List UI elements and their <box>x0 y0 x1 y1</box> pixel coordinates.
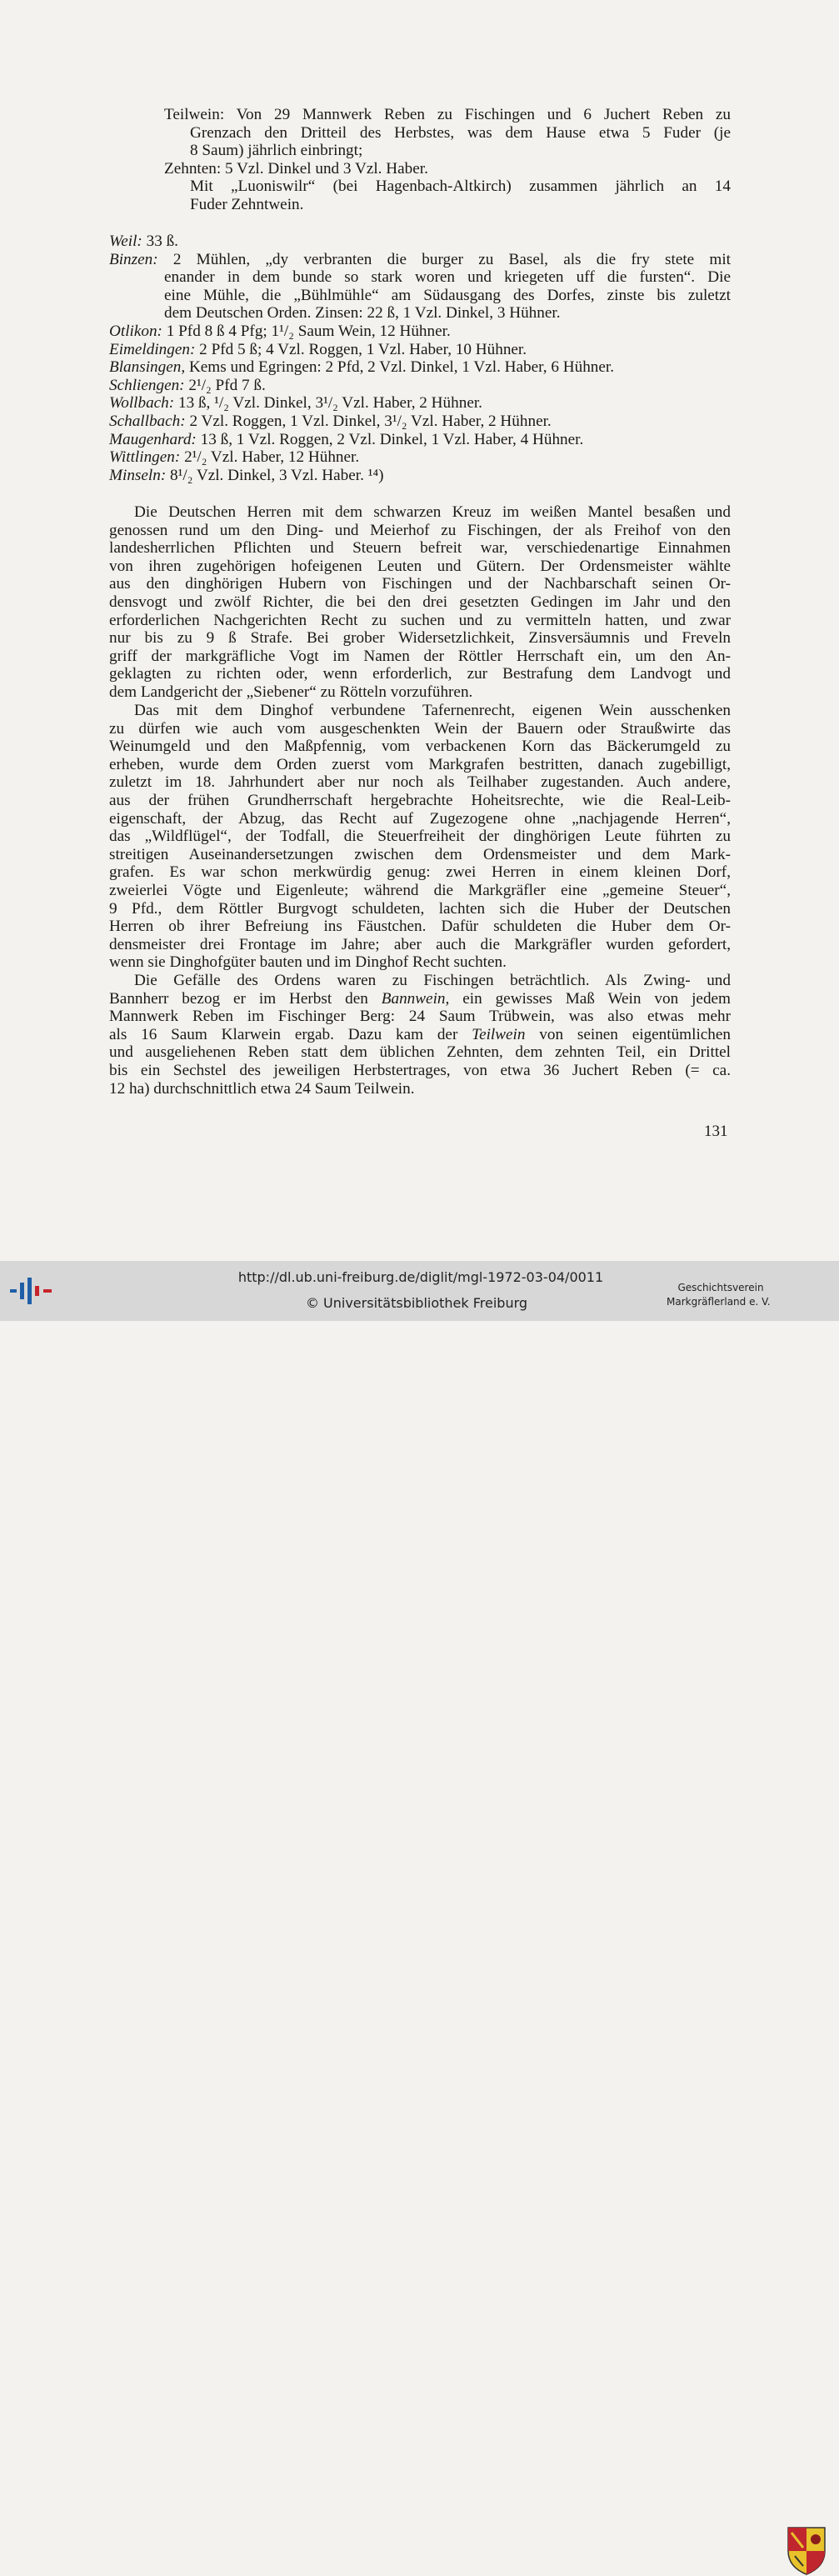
list-item <box>109 467 731 485</box>
list-item <box>109 268 731 287</box>
ub-freiburg-logo-icon <box>10 1278 53 1304</box>
text-line: das „Wildflügel“, der Todfall, die Steuerfreiheit der dinghörigen Leute führten zu <box>109 828 731 846</box>
place-text: dem Deutschen Orden. Zinsen: 22 ß, 1 Vzl. Dinkel, 3 Hühner. <box>164 304 561 323</box>
text-line: zweierlei Vögte und Eigenleute; während die Markgräfler eine „gemeine Steuer“, <box>109 881 731 899</box>
list-item <box>109 304 731 323</box>
text-line: Herren ob ihrer Befreiung ins Fäustchen. Dafür schuldeten die Huber dem Or- <box>109 918 731 936</box>
place-text: 13 ß, ¹/₂ Vzl. Dinkel, 3¹/₂ Vzl. Haber, 2 Hühner. <box>174 394 482 413</box>
society-name <box>667 1281 775 1309</box>
list-item <box>109 377 731 395</box>
text-line <box>109 990 731 1008</box>
place-name: Maugenhard: <box>109 430 197 448</box>
society-line: Markgräflerland e. V. <box>667 1296 771 1308</box>
place-name: Otlikon: <box>109 322 162 340</box>
list-item <box>109 251 731 269</box>
text-line: streitigen Auseinandersetzungen zwischen dem Ordensmeister und dem Mark- <box>109 845 731 863</box>
place-text: 2 Vzl. Roggen, 1 Vzl. Dinkel, 3¹/₂ Vzl. Haber, 2 Hühner. <box>185 412 552 430</box>
text-line: erheben, wurde dem Orden zuerst vom Markgrafen bestritten, danach zugebilligt, <box>109 755 731 773</box>
place-name: Schliengen: <box>109 376 185 394</box>
place-text: eine Mühle, die „Bühlmühle“ am Südausgang des Dorfes, zinste bis zuletzt <box>164 286 731 304</box>
place-text: 13 ß, 1 Vzl. Roggen, 2 Vzl. Dinkel, 1 Vzl. Haber, 4 Hühner. <box>196 430 584 448</box>
society-line: Geschichtsverein <box>677 1282 764 1293</box>
text-line: geklagten zu richten oder, wenn erforderlich, zur Bestrafung dem Landvogt und <box>109 665 731 683</box>
place-text: 1 Pfd 8 ß 4 Pfg; 1¹/₂ Saum Wein, 12 Hühner. <box>162 322 451 340</box>
list-item <box>109 431 731 449</box>
text-line <box>109 1026 731 1044</box>
place-name: Schallbach: <box>109 412 186 430</box>
term-teilwein: Teilwein <box>472 1025 526 1043</box>
text-line: 9 Pfd., dem Röttler Burgvogt schuldeten, lachten sich die Huber der Deutschen <box>109 899 731 918</box>
footer-url-link[interactable]: http://dl.ub.uni-freiburg.de/diglit/mgl-1972-03-04/0011 <box>237 1269 604 1285</box>
text-line: 8 Saum) jährlich einbringt; <box>190 142 363 160</box>
text-line: Das mit dem Dinghof verbundene Tafernenrecht, eigenen Wein ausschenken <box>134 702 731 719</box>
place-text: 33 ß. <box>142 233 178 250</box>
place-text: 8¹/₂ Vzl. Dinkel, 3 Vzl. Haber. ¹⁴) <box>166 466 384 484</box>
place-name: Binzen: <box>109 250 158 268</box>
term-bannwein: Bannwein, <box>381 989 450 1008</box>
place-text: Kems und Egringen: 2 Pfd, 2 Vzl. Dinkel, 1 Vzl. Haber, 6 Hühner. <box>185 358 615 377</box>
paragraph-1 <box>109 503 731 702</box>
list-item <box>109 413 731 431</box>
place-name: Wollbach: <box>109 394 175 413</box>
text-line: Die Gefälle des Ordens waren zu Fischingen beträchtlich. Als Zwing- und <box>134 972 731 989</box>
text-line: aus den dinghörigen Hubern von Fischingen und der Nachbarschaft seinen Or- <box>109 575 731 593</box>
text-line: zu dürfen wie auch vom ausgeschenkten Wein der Bauern oder Straußwirte das <box>109 719 731 738</box>
text-run: ein gewisses Maß Wein von jedem <box>449 989 731 1008</box>
text-line: griff der markgräfliche Vogt im Namen der Röttler Herrschaft ein, um den An- <box>109 647 731 665</box>
text-line: landesherrlichen Pflichten und Steuern befreit war, verschiedenartige Einnahmen <box>109 539 731 558</box>
list-item <box>109 341 731 359</box>
text-line: Die Deutschen Herren mit dem schwarzen Kreuz im weißen Mantel besaßen und <box>134 503 731 521</box>
text-line: Fuder Zehntwein. <box>190 195 304 213</box>
text-line: Weinumgeld und den Maßpfennig, vom verbackenen Korn das Bäckerumgeld zu <box>109 738 731 756</box>
place-name: Wittlingen: <box>109 448 181 467</box>
coat-of-arms-icon <box>787 2526 827 2576</box>
text-line: grafen. Es war schon merkwürdig genug: zwei Herren in einem kleinen Dorf, <box>109 863 731 882</box>
text-line: Zehnten: 5 Vzl. Dinkel und 3 Vzl. Haber. <box>164 159 428 178</box>
text-run: als 16 Saum Klarwein ergab. Dazu kam der <box>109 1025 472 1043</box>
text-line: bis ein Sechstel des jeweiligen Herbstertrages, von etwa 36 Juchert Reben (= ca. <box>109 1061 731 1079</box>
text-line: 12 ha) durchschnittlich etwa 24 Saum Teilwein. <box>109 1079 415 1098</box>
paragraph-2 <box>109 702 731 972</box>
place-text: 2 Pfd 5 ß; 4 Vzl. Roggen, 1 Vzl. Haber, 10 Hühner. <box>195 340 527 358</box>
list-item <box>109 233 731 251</box>
list-item <box>109 358 731 377</box>
place-text: 2¹/₂ Pfd 7 ß. <box>184 376 266 394</box>
text-line: und ausgeliehenen Reben statt dem üblichen Zehnten, dem zehnten Teil, ein Drittel <box>109 1043 731 1062</box>
text-line: densvogt und zwölf Richter, die bei den drei gesetzten Gedingen im Jahr und den <box>109 593 731 611</box>
list-item <box>109 448 731 467</box>
text-line: eigenschaft, der Abzug, das Recht auf Zugezogene ohne „nachjagende Herren“, <box>109 809 731 828</box>
text-line: Mannwerk Reben im Fischinger Berg: 24 Saum Trübwein, was also etwas mehr <box>109 1008 731 1026</box>
list-item <box>109 323 731 341</box>
place-text: 2¹/₂ Vzl. Haber, 12 Hühner. <box>180 448 360 467</box>
text-run: Bannherr bezog er im Herbst den <box>109 989 382 1008</box>
place-text: enander in dem bunde so stark woren und kriegeten uff die fursten“. Die <box>164 268 731 287</box>
text-line: genossen rund um den Ding- und Meierhof zu Fischingen, der als Freihof von den <box>109 521 731 539</box>
place-name: Eimeldingen: <box>109 340 196 358</box>
list-item <box>109 394 731 413</box>
text-line: dem Landgericht der „Siebener“ zu Rötteln vorzuführen. <box>109 683 473 701</box>
top-list-block <box>109 106 731 214</box>
text-line: Mit „Luoniswilr“ (bei Hagenbach-Altkirch) zusammen jährlich an 14 <box>190 178 731 196</box>
text-line: zuletzt im 18. Jahrhundert aber nur noch als Teilhaber zugestanden. Auch andere, <box>109 773 731 792</box>
place-text: 2 Mühlen, „dy verbranten die burger zu Basel, als die fry stete mit <box>157 250 731 268</box>
text-line: nur bis zu 9 ß Strafe. Bei grober Widersetzlichkeit, Zinsversäumnis und Freveln <box>109 629 731 648</box>
list-item <box>109 287 731 305</box>
paragraph-3 <box>109 972 731 1098</box>
place-name: Minseln: <box>109 466 167 484</box>
text-line: aus der frühen Grundherrschaft hergebrachte Hoheitsrechte, wie die Real-Leib- <box>109 791 731 809</box>
text-line: von ihren zugehörigen hofeigenen Leuten und Gütern. Der Ordensmeister wählte <box>109 557 731 575</box>
place-name: Blansingen, <box>109 358 186 377</box>
text-line: Grenzach den Dritteil des Herbstes, was dem Hause etwa 5 Fuder (je <box>190 123 731 142</box>
place-list <box>109 233 731 484</box>
text-line: erforderlichen Nachgerichten Recht zu suchen und zu vermitteln hatten, und zwar <box>109 611 731 629</box>
footer-copyright: © Universitätsbibliothek Freiburg <box>305 1295 528 1311</box>
place-name: Weil: <box>109 233 142 250</box>
text-line: wenn sie Dinghofgüter bauten und im Dinghof Recht suchten. <box>109 953 507 972</box>
text-line: densmeister drei Frontage im Jahre; aber auch die Markgräfler wurden gefordert, <box>109 935 731 953</box>
text-run: von seinen eigentümlichen <box>525 1025 731 1043</box>
page-number: 131 <box>704 1123 728 1140</box>
text-line: Teilwein: Von 29 Mannwerk Reben zu Fischingen und 6 Juchert Reben zu <box>164 106 731 123</box>
book-page <box>0 0 839 1261</box>
